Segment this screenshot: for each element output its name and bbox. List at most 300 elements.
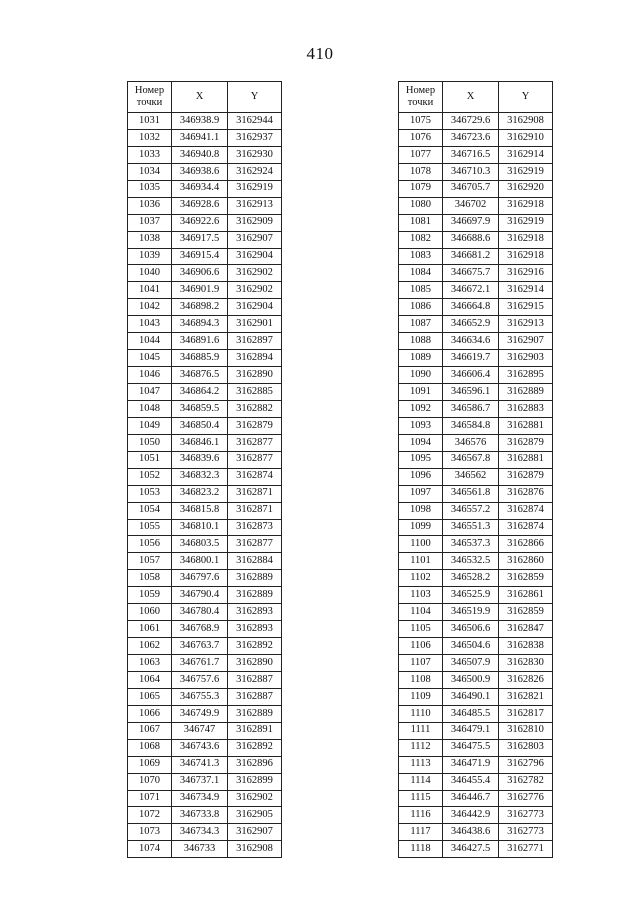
cell-point-number: 1043	[128, 316, 172, 333]
cell-x: 346710.3	[443, 163, 499, 180]
table-row	[399, 638, 553, 655]
table-row	[399, 722, 553, 739]
table-row	[399, 841, 553, 858]
cell-x: 346557.2	[443, 502, 499, 519]
header-x: X	[443, 82, 499, 113]
cell-x: 346506.6	[443, 621, 499, 638]
table-row	[128, 824, 282, 841]
cell-y: 3162889	[228, 587, 282, 604]
cell-point-number: 1072	[128, 807, 172, 824]
cell-x: 346901.9	[172, 282, 228, 299]
cell-point-number: 1097	[399, 485, 443, 502]
cell-point-number: 1044	[128, 333, 172, 350]
cell-y: 3162937	[228, 129, 282, 146]
cell-y: 3162903	[499, 350, 553, 367]
cell-x: 346596.1	[443, 384, 499, 401]
cell-x: 346442.9	[443, 807, 499, 824]
cell-y: 3162897	[228, 333, 282, 350]
cell-y: 3162892	[228, 739, 282, 756]
table-row	[399, 231, 553, 248]
header-x: X	[172, 82, 228, 113]
cell-y: 3162908	[228, 841, 282, 858]
cell-y: 3162881	[499, 417, 553, 434]
table-row	[399, 790, 553, 807]
cell-y: 3162887	[228, 688, 282, 705]
cell-y: 3162773	[499, 807, 553, 824]
cell-point-number: 1037	[128, 214, 172, 231]
cell-x: 346576	[443, 434, 499, 451]
cell-x: 346490.1	[443, 688, 499, 705]
table-row	[399, 468, 553, 485]
cell-point-number: 1033	[128, 146, 172, 163]
cell-point-number: 1050	[128, 434, 172, 451]
cell-x: 346507.9	[443, 655, 499, 672]
cell-point-number: 1088	[399, 333, 443, 350]
cell-y: 3162803	[499, 739, 553, 756]
cell-x: 346664.8	[443, 299, 499, 316]
table-row	[399, 451, 553, 468]
table-row	[399, 570, 553, 587]
cell-x: 346561.8	[443, 485, 499, 502]
cell-point-number: 1053	[128, 485, 172, 502]
table-row	[128, 417, 282, 434]
cell-point-number: 1065	[128, 688, 172, 705]
cell-x: 346803.5	[172, 536, 228, 553]
cell-point-number: 1042	[128, 299, 172, 316]
table-row	[399, 350, 553, 367]
cell-x: 346734.3	[172, 824, 228, 841]
table-row	[399, 384, 553, 401]
cell-y: 3162902	[228, 265, 282, 282]
cell-x: 346619.7	[443, 350, 499, 367]
cell-x: 346702	[443, 197, 499, 214]
cell-x: 346938.9	[172, 113, 228, 130]
table-row	[128, 333, 282, 350]
table-row	[399, 417, 553, 434]
cell-point-number: 1111	[399, 722, 443, 739]
table-row	[128, 316, 282, 333]
cell-y: 3162876	[499, 485, 553, 502]
cell-point-number: 1035	[128, 180, 172, 197]
cell-x: 346906.6	[172, 265, 228, 282]
cell-y: 3162881	[499, 451, 553, 468]
cell-y: 3162861	[499, 587, 553, 604]
table-row	[399, 756, 553, 773]
cell-point-number: 1103	[399, 587, 443, 604]
cell-x: 346810.1	[172, 519, 228, 536]
table-row	[399, 129, 553, 146]
cell-x: 346832.3	[172, 468, 228, 485]
cell-point-number: 1083	[399, 248, 443, 265]
table-row	[128, 197, 282, 214]
cell-y: 3162930	[228, 146, 282, 163]
table-row	[128, 621, 282, 638]
header-point-number-line2: точки	[407, 97, 434, 108]
cell-x: 346941.1	[172, 129, 228, 146]
cell-point-number: 1098	[399, 502, 443, 519]
coordinates-table-right	[398, 81, 553, 858]
table-row	[399, 519, 553, 536]
table-row	[128, 604, 282, 621]
cell-x: 346675.7	[443, 265, 499, 282]
cell-point-number: 1100	[399, 536, 443, 553]
cell-y: 3162894	[228, 350, 282, 367]
cell-y: 3162877	[228, 451, 282, 468]
cell-x: 346800.1	[172, 553, 228, 570]
cell-y: 3162904	[228, 299, 282, 316]
header-point-number	[399, 82, 443, 113]
cell-y: 3162910	[499, 129, 553, 146]
table-row	[399, 621, 553, 638]
table-row	[128, 756, 282, 773]
table-row	[128, 587, 282, 604]
table-row	[128, 655, 282, 672]
cell-y: 3162905	[228, 807, 282, 824]
header-point-number-line1: Номер	[134, 85, 165, 96]
cell-point-number: 1079	[399, 180, 443, 197]
cell-point-number: 1073	[128, 824, 172, 841]
cell-point-number: 1115	[399, 790, 443, 807]
cell-y: 3162904	[228, 248, 282, 265]
cell-y: 3162860	[499, 553, 553, 570]
cell-point-number: 1112	[399, 739, 443, 756]
table-row	[399, 553, 553, 570]
table-row	[128, 146, 282, 163]
cell-y: 3162918	[499, 197, 553, 214]
table-row	[399, 316, 553, 333]
table-header-row	[128, 82, 282, 113]
table-row	[399, 587, 553, 604]
table-row	[128, 350, 282, 367]
table-row	[399, 434, 553, 451]
table-row	[399, 688, 553, 705]
cell-y: 3162913	[499, 316, 553, 333]
cell-point-number: 1034	[128, 163, 172, 180]
cell-x: 346586.7	[443, 400, 499, 417]
table-row	[128, 451, 282, 468]
cell-point-number: 1067	[128, 722, 172, 739]
cell-x: 346859.5	[172, 400, 228, 417]
cell-x: 346672.1	[443, 282, 499, 299]
cell-x: 346891.6	[172, 333, 228, 350]
cell-y: 3162871	[228, 502, 282, 519]
cell-x: 346733	[172, 841, 228, 858]
cell-x: 346894.3	[172, 316, 228, 333]
cell-point-number: 1082	[399, 231, 443, 248]
cell-x: 346815.8	[172, 502, 228, 519]
cell-point-number: 1036	[128, 197, 172, 214]
cell-point-number: 1094	[399, 434, 443, 451]
cell-y: 3162916	[499, 265, 553, 282]
table-row	[128, 384, 282, 401]
cell-y: 3162847	[499, 621, 553, 638]
cell-point-number: 1074	[128, 841, 172, 858]
header-y: Y	[228, 82, 282, 113]
cell-point-number: 1092	[399, 400, 443, 417]
cell-point-number: 1058	[128, 570, 172, 587]
cell-x: 346823.2	[172, 485, 228, 502]
cell-point-number: 1108	[399, 671, 443, 688]
cell-point-number: 1099	[399, 519, 443, 536]
table-row	[128, 113, 282, 130]
cell-point-number: 1039	[128, 248, 172, 265]
cell-y: 3162879	[499, 434, 553, 451]
cell-y: 3162810	[499, 722, 553, 739]
cell-x: 346747	[172, 722, 228, 739]
cell-y: 3162944	[228, 113, 282, 130]
cell-point-number: 1041	[128, 282, 172, 299]
table-row	[128, 671, 282, 688]
cell-y: 3162773	[499, 824, 553, 841]
table-row	[128, 739, 282, 756]
cell-y: 3162874	[228, 468, 282, 485]
cell-y: 3162913	[228, 197, 282, 214]
table-row	[128, 570, 282, 587]
cell-x: 346634.6	[443, 333, 499, 350]
table-row	[399, 502, 553, 519]
cell-point-number: 1057	[128, 553, 172, 570]
cell-point-number: 1077	[399, 146, 443, 163]
cell-x: 346846.1	[172, 434, 228, 451]
cell-point-number: 1105	[399, 621, 443, 638]
table-row	[399, 604, 553, 621]
cell-y: 3162893	[228, 604, 282, 621]
cell-y: 3162879	[228, 417, 282, 434]
cell-y: 3162882	[228, 400, 282, 417]
cell-y: 3162919	[499, 214, 553, 231]
cell-x: 346652.9	[443, 316, 499, 333]
cell-point-number: 1059	[128, 587, 172, 604]
cell-point-number: 1046	[128, 367, 172, 384]
cell-x: 346839.6	[172, 451, 228, 468]
cell-y: 3162914	[499, 146, 553, 163]
cell-point-number: 1064	[128, 671, 172, 688]
cell-y: 3162879	[499, 468, 553, 485]
cell-y: 3162920	[499, 180, 553, 197]
header-point-number-line2: точки	[136, 97, 163, 108]
table-row	[399, 807, 553, 824]
cell-y: 3162889	[499, 384, 553, 401]
cell-x: 346898.2	[172, 299, 228, 316]
cell-point-number: 1060	[128, 604, 172, 621]
cell-point-number: 1049	[128, 417, 172, 434]
cell-point-number: 1102	[399, 570, 443, 587]
cell-x: 346876.5	[172, 367, 228, 384]
cell-point-number: 1084	[399, 265, 443, 282]
cell-x: 346749.9	[172, 705, 228, 722]
cell-y: 3162821	[499, 688, 553, 705]
table-row	[128, 299, 282, 316]
table-row	[399, 197, 553, 214]
cell-point-number: 1101	[399, 553, 443, 570]
table-row	[128, 519, 282, 536]
cell-point-number: 1109	[399, 688, 443, 705]
table-row	[399, 705, 553, 722]
table-row	[128, 468, 282, 485]
cell-x: 346519.9	[443, 604, 499, 621]
table-row	[399, 333, 553, 350]
cell-x: 346427.5	[443, 841, 499, 858]
cell-y: 3162796	[499, 756, 553, 773]
cell-y: 3162902	[228, 790, 282, 807]
cell-y: 3162902	[228, 282, 282, 299]
cell-y: 3162919	[228, 180, 282, 197]
cell-point-number: 1052	[128, 468, 172, 485]
cell-y: 3162918	[499, 231, 553, 248]
cell-y: 3162877	[228, 536, 282, 553]
table-row	[128, 705, 282, 722]
cell-y: 3162826	[499, 671, 553, 688]
cell-y: 3162771	[499, 841, 553, 858]
cell-x: 346532.5	[443, 553, 499, 570]
cell-x: 346737.1	[172, 773, 228, 790]
cell-y: 3162776	[499, 790, 553, 807]
cell-x: 346551.3	[443, 519, 499, 536]
cell-x: 346584.8	[443, 417, 499, 434]
header-y: Y	[499, 82, 553, 113]
cell-point-number: 1061	[128, 621, 172, 638]
cell-point-number: 1063	[128, 655, 172, 672]
table-row	[399, 146, 553, 163]
cell-point-number: 1087	[399, 316, 443, 333]
cell-y: 3162859	[499, 570, 553, 587]
table-header-row	[399, 82, 553, 113]
cell-point-number: 1096	[399, 468, 443, 485]
cell-point-number: 1081	[399, 214, 443, 231]
cell-y: 3162914	[499, 282, 553, 299]
table-row	[128, 180, 282, 197]
cell-point-number: 1048	[128, 400, 172, 417]
cell-x: 346438.6	[443, 824, 499, 841]
cell-point-number: 1080	[399, 197, 443, 214]
cell-x: 346928.6	[172, 197, 228, 214]
cell-point-number: 1031	[128, 113, 172, 130]
page-number: 410	[306, 44, 334, 63]
cell-point-number: 1095	[399, 451, 443, 468]
cell-x: 346938.6	[172, 163, 228, 180]
cell-x: 346479.1	[443, 722, 499, 739]
table-row	[128, 553, 282, 570]
cell-y: 3162924	[228, 163, 282, 180]
cell-y: 3162895	[499, 367, 553, 384]
cell-y: 3162874	[499, 519, 553, 536]
cell-point-number: 1104	[399, 604, 443, 621]
cell-x: 346500.9	[443, 671, 499, 688]
cell-point-number: 1118	[399, 841, 443, 858]
cell-point-number: 1062	[128, 638, 172, 655]
cell-y: 3162899	[228, 773, 282, 790]
cell-point-number: 1071	[128, 790, 172, 807]
table-row	[399, 739, 553, 756]
cell-x: 346797.6	[172, 570, 228, 587]
table-row	[399, 485, 553, 502]
table-row	[128, 790, 282, 807]
cell-x: 346471.9	[443, 756, 499, 773]
cell-x: 346934.4	[172, 180, 228, 197]
cell-x: 346757.6	[172, 671, 228, 688]
cell-x: 346475.5	[443, 739, 499, 756]
cell-point-number: 1090	[399, 367, 443, 384]
cell-x: 346741.3	[172, 756, 228, 773]
table-row	[399, 299, 553, 316]
table-row	[399, 773, 553, 790]
cell-y: 3162885	[228, 384, 282, 401]
cell-y: 3162893	[228, 621, 282, 638]
cell-x: 346455.4	[443, 773, 499, 790]
table-row	[128, 536, 282, 553]
table-row	[128, 400, 282, 417]
table-row	[399, 113, 553, 130]
cell-point-number: 1091	[399, 384, 443, 401]
cell-y: 3162873	[228, 519, 282, 536]
cell-x: 346688.6	[443, 231, 499, 248]
cell-x: 346761.7	[172, 655, 228, 672]
table-row	[399, 367, 553, 384]
cell-x: 346716.5	[443, 146, 499, 163]
cell-x: 346525.9	[443, 587, 499, 604]
cell-y: 3162838	[499, 638, 553, 655]
cell-x: 346780.4	[172, 604, 228, 621]
cell-x: 346917.5	[172, 231, 228, 248]
cell-x: 346733.8	[172, 807, 228, 824]
cell-y: 3162817	[499, 705, 553, 722]
table-row	[128, 265, 282, 282]
coordinates-table-left	[127, 81, 282, 858]
cell-y: 3162889	[228, 570, 282, 587]
table-row	[128, 773, 282, 790]
cell-y: 3162907	[499, 333, 553, 350]
cell-point-number: 1089	[399, 350, 443, 367]
cell-x: 346606.4	[443, 367, 499, 384]
cell-point-number: 1086	[399, 299, 443, 316]
cell-x: 346562	[443, 468, 499, 485]
cell-point-number: 1069	[128, 756, 172, 773]
cell-point-number: 1114	[399, 773, 443, 790]
table-row	[399, 400, 553, 417]
cell-point-number: 1051	[128, 451, 172, 468]
cell-x: 346885.9	[172, 350, 228, 367]
cell-y: 3162891	[228, 722, 282, 739]
cell-y: 3162883	[499, 400, 553, 417]
cell-x: 346705.7	[443, 180, 499, 197]
table-row	[128, 129, 282, 146]
cell-y: 3162892	[228, 638, 282, 655]
cell-point-number: 1116	[399, 807, 443, 824]
cell-point-number: 1054	[128, 502, 172, 519]
table-row	[399, 248, 553, 265]
cell-y: 3162889	[228, 705, 282, 722]
table-row	[128, 231, 282, 248]
cell-x: 346755.3	[172, 688, 228, 705]
cell-x: 346864.2	[172, 384, 228, 401]
cell-point-number: 1117	[399, 824, 443, 841]
cell-y: 3162896	[228, 756, 282, 773]
cell-point-number: 1107	[399, 655, 443, 672]
cell-y: 3162884	[228, 553, 282, 570]
table-row	[399, 180, 553, 197]
cell-y: 3162830	[499, 655, 553, 672]
table-row	[128, 434, 282, 451]
cell-point-number: 1113	[399, 756, 443, 773]
cell-point-number: 1110	[399, 705, 443, 722]
cell-y: 3162782	[499, 773, 553, 790]
cell-y: 3162907	[228, 231, 282, 248]
cell-point-number: 1068	[128, 739, 172, 756]
table-row	[399, 163, 553, 180]
table-row	[128, 367, 282, 384]
cell-x: 346528.2	[443, 570, 499, 587]
cell-x: 346567.8	[443, 451, 499, 468]
